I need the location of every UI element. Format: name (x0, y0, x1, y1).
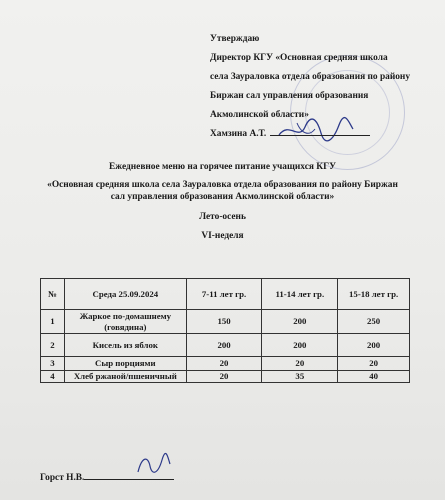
school-name-line2: сал управления образования Акмолинской области» (110, 192, 335, 202)
portion-15-18: 20 (338, 357, 410, 371)
dish-name: Кисель из яблок (64, 334, 186, 357)
header-date: Среда 25.09.2024 (64, 279, 186, 310)
footer-signature-line (84, 470, 174, 480)
header-number: № (41, 279, 65, 310)
table-row (41, 371, 410, 383)
menu-table (40, 278, 410, 383)
approval-department: Биржан сал управления образования (210, 91, 369, 101)
portion-15-18: 40 (338, 371, 410, 383)
approval-position: Директор КГУ «Основная средняя школа (210, 53, 388, 63)
portion-7-11: 20 (186, 357, 262, 371)
table-header-row (41, 279, 410, 310)
portion-11-14: 200 (262, 334, 338, 357)
portion-7-11: 20 (186, 371, 262, 383)
signature-line (270, 126, 370, 136)
portion-11-14: 20 (262, 357, 338, 371)
approval-block (210, 30, 440, 144)
footer-row (40, 470, 174, 483)
approval-region: Акмолинской области» (210, 110, 309, 120)
portion-11-14: 35 (262, 371, 338, 383)
dish-name: Жаркое по-домашнему (говядина) (64, 310, 186, 334)
footer-name: Горст Н.В. (40, 473, 85, 483)
portion-15-18: 200 (338, 334, 410, 357)
approval-school: села Зауралoвка отдела образования по району (210, 72, 411, 82)
portion-7-11: 150 (186, 310, 262, 334)
approval-title: Утверждаю (210, 34, 260, 44)
header-age-11-14: 11-14 лет гр. (262, 279, 338, 310)
table-row (41, 357, 410, 371)
portion-11-14: 200 (262, 310, 338, 334)
approval-signer-row (210, 125, 440, 144)
row-number: 4 (41, 371, 65, 383)
row-number: 2 (41, 334, 65, 357)
portion-7-11: 200 (186, 334, 262, 357)
approval-signer: Хамзина А.Т. (210, 129, 267, 139)
portion-15-18: 250 (338, 310, 410, 334)
dish-name: Хлеб ржаной/пшеничный (64, 371, 186, 383)
header-age-7-11: 7-11 лет гр. (186, 279, 262, 310)
table-row (41, 310, 410, 334)
season-label: Лето-осень (199, 212, 246, 222)
table-row (41, 334, 410, 357)
week-label: VI-неделя (201, 231, 244, 241)
header-age-15-18: 15-18 лет гр. (338, 279, 410, 310)
row-number: 1 (41, 310, 65, 334)
dish-name: Сыр порциями (64, 357, 186, 371)
menu-title: Ежедневное меню на горячее питание учащихся КГУ (109, 162, 336, 172)
row-number: 3 (41, 357, 65, 371)
school-name-line1: «Основная средняя школа села Зауралoвка отдела образования по району Биржан (47, 180, 398, 190)
